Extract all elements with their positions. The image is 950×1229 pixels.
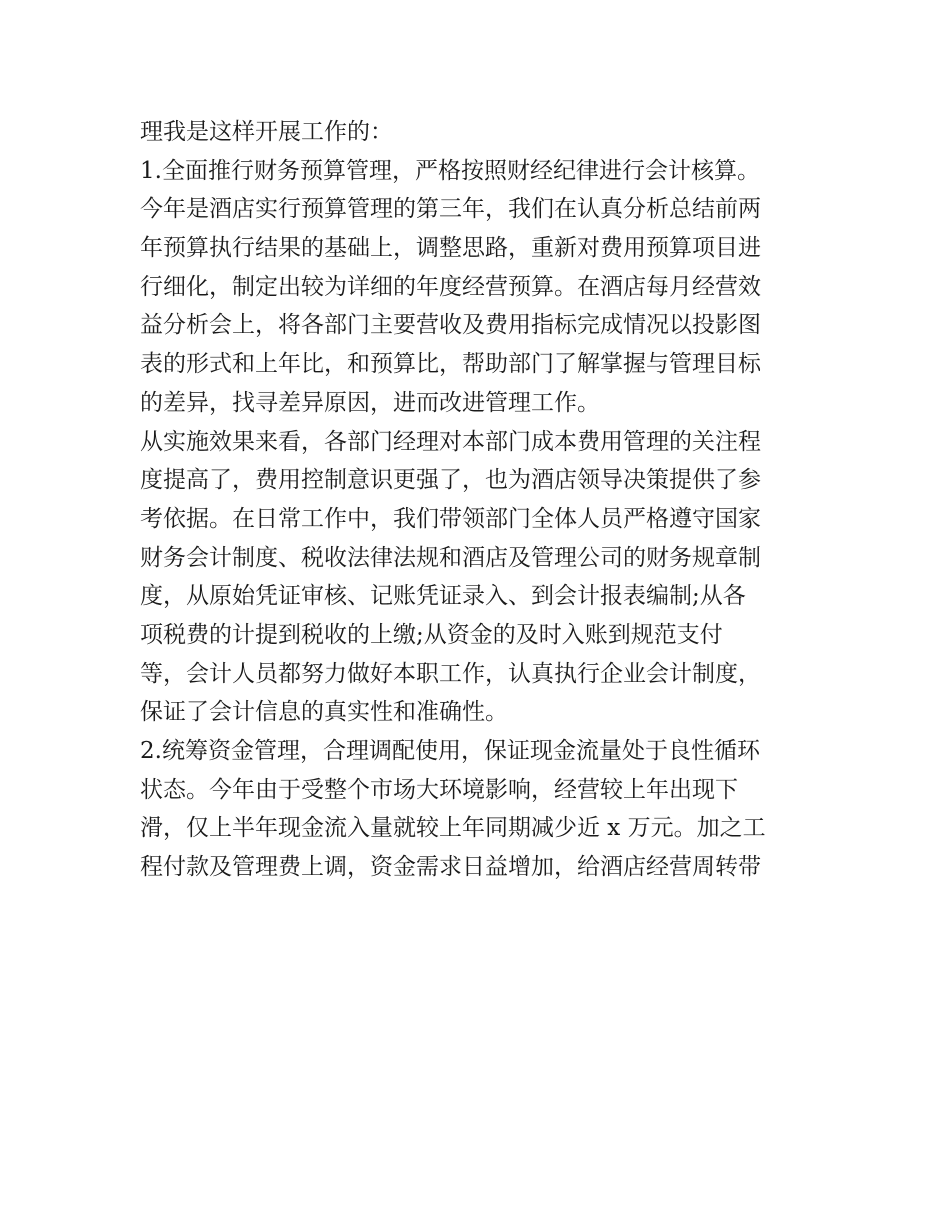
text-line: 今年是酒店实行预算管理的第三年，我们在认真分析总结前两 (140, 196, 761, 223)
text-line: 2.统筹资金管理，合理调配使用，保证现金流量处于良性循环 (140, 738, 760, 764)
text-line: 滑，仅上半年现金流入量就较上年同期减少近 x 万元。加之工 (140, 815, 766, 842)
text-line: 表的形式和上年比，和预算比，帮助部门了解掌握与管理目标 (140, 351, 761, 378)
text-line: 年预算执行结果的基础上，调整思路，重新对费用预算项目进 (140, 235, 761, 262)
text-line: 度，从原始凭证审核、记账凭证录入、到会计报表编制;从各 (140, 583, 746, 610)
text-line: 行细化，制定出较为详细的年度经营预算。在酒店每月经营效 (140, 273, 761, 300)
text-line: 度提高了，费用控制意识更强了，也为酒店领导决策提供了参 (140, 467, 761, 494)
text-line: 从实施效果来看，各部门经理对本部门成本费用管理的关注程 (140, 428, 761, 455)
text-line: 等，会计人员都努力做好本职工作，认真执行企业会计制度， (140, 660, 761, 687)
text-line: 益分析会上，将各部门主要营收及费用指标完成情况以投影图 (140, 312, 761, 339)
text-line: 考依据。在日常工作中，我们带领部门全体人员严格遵守国家 (140, 505, 761, 532)
text-line: 保证了会计信息的真实性和准确性。 (140, 699, 508, 726)
text-line: 状态。今年由于受整个市场大环境影响，经营较上年出现下 (140, 776, 738, 803)
text-line: 理我是这样开展工作的： (140, 119, 393, 145)
text-line: 1.全面推行财务预算管理，严格按照财经纪律进行会计核算。 (140, 157, 760, 184)
text-line: 项税费的计提到税收的上缴;从资金的及时入账到规范支付 (140, 621, 723, 648)
text-line: 程付款及管理费上调，资金需求日益增加，给酒店经营周转带 (140, 854, 761, 881)
text-line: 的差异，找寻差异原因，进而改进管理工作。 (140, 389, 600, 416)
document-body (140, 113, 820, 887)
text-line: 财务会计制度、税收法律法规和酒店及管理公司的财务规章制 (140, 544, 761, 571)
